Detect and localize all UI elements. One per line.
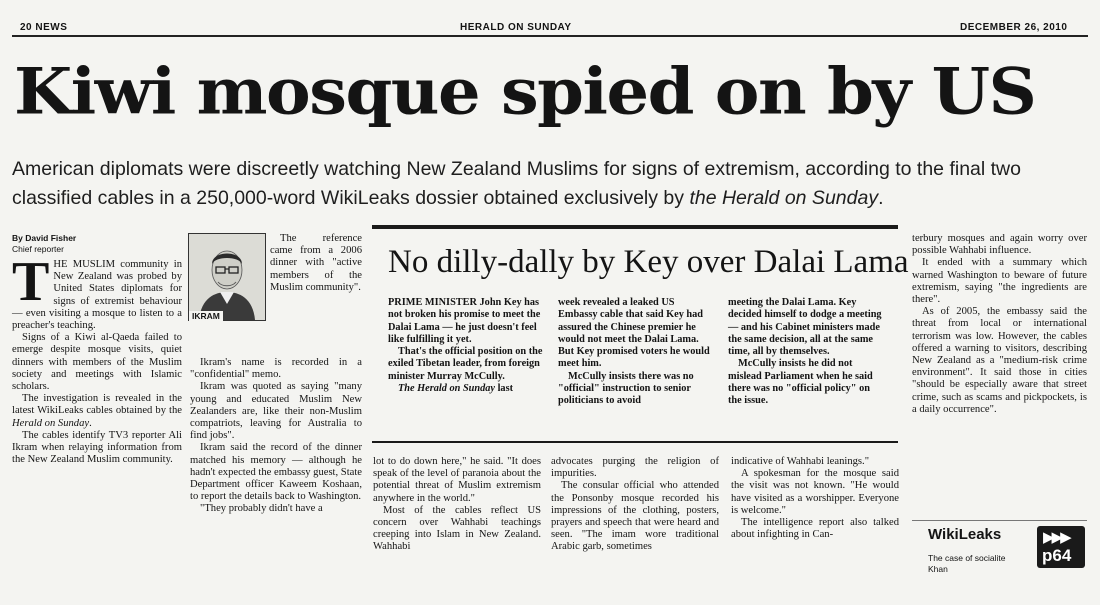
wikileaks-teaser: The case of socialite Khan xyxy=(928,553,1006,574)
paragraph: The reference came from a 2006 dinner with "active members of the Muslim community". xyxy=(270,233,362,293)
sidebar-column-2: week revealed a leaked US Embassy cable that said Key had assured the Chinese premier he would not meet the Dalai Lama. But Key promised voters he would meet him. McCully insists there was no "official" instruction to senior politicians to avoid xyxy=(558,297,710,407)
sidebar-story-headline: No dilly-dally by Key over Dalai Lama xyxy=(388,244,909,280)
paragraph: The cables identify TV3 reporter Ali Ikram when relaying information from the New Zealand Muslim community. xyxy=(12,429,182,466)
article-column-5: indicative of Wahhabi leanings." A spokesman for the mosque said the visit was not known. "He would have visited as a worshipper. Everyone is welcome." The intelligence report also talked about infighting in Can- xyxy=(731,456,899,541)
folio-page-section: 20 NEWS xyxy=(20,22,68,33)
sidebar-story-box xyxy=(372,225,909,443)
divider xyxy=(912,520,1087,521)
standfirst-text: American diplomats were discreetly watching New Zealand Muslims for signs of extremism, according to the final two classified cables in a 250,000-word WikiLeaks dossier obtained exclusively by xyxy=(12,158,1021,209)
drop-cap: T xyxy=(12,251,50,313)
sidebar-column-1: PRIME MINISTER John Key has not broken his promise to meet the Dalai Lama — he just doesn't feel like fulfilling it yet. That's the official position on the exiled Tibetan leader, from foreign minister Murray McCully. The Herald on Sunday last xyxy=(388,297,543,395)
article-column-3: lot to do down here," he said. "It does speak of the level of paranoia about the potential threat of Muslim extremism anywhere in the world." Most of the cables reflect US concern over Wahhabi teachings creeping into Islam in New Zealand. Wahhabi xyxy=(373,456,541,553)
folio-date: DECEMBER 26, 2010 xyxy=(960,22,1068,33)
headline: Kiwi mosque spied on by US xyxy=(14,53,1036,129)
byline-role: Chief reporter xyxy=(12,244,64,254)
lead-paragraph: HE MUSLIM community in New Zealand was probed by United States diplomats for signs of extremist behaviour — even visiting a mosque to listen to a preacher's teaching. xyxy=(12,259,182,332)
standfirst-paper: the Herald on Sunday xyxy=(689,187,879,209)
top-rule xyxy=(12,35,1088,37)
paragraph: "They probably didn't have a xyxy=(200,503,323,515)
wikileaks-label: WikiLeaks xyxy=(928,526,1002,543)
forward-arrows-icon: ▶▶▶ xyxy=(1043,529,1069,546)
photo-caption: IKRAM xyxy=(189,311,223,321)
article-column-4: advocates purging the religion of impurities. The consular official who attended the Ponsonby mosque recorded his impressions of the clothing, posters, prayers and speech that were heard and seen. "The imam wore traditional Arabic garb, sometimes xyxy=(551,456,719,553)
standfirst xyxy=(12,155,1092,213)
byline-name: By David Fisher xyxy=(12,233,77,243)
paragraph: Ikram was quoted as saying "many young and educated Muslim New Zealanders are, like their non-Muslim compatriots, leaving for Australia to find jobs". xyxy=(190,381,362,442)
paragraph: Ikram's name is recorded in a "confidential" memo. xyxy=(190,357,362,381)
page-reference: p64 xyxy=(1042,546,1072,565)
article-column-1 xyxy=(12,251,182,466)
paragraph: The investigation is revealed in the latest WikiLeaks cables obtained by the Herald on Sunday. xyxy=(12,393,182,429)
paragraph: Ikram said the record of the dinner matched his memory — although he hadn't expected the embassy guest, State Department officer Kaweem Koshaan, to report the details back to Washington. xyxy=(190,442,362,503)
portrait-photo xyxy=(188,233,266,321)
paragraph: Signs of a Kiwi al-Qaeda failed to emerge despite mosque visits, quiet dinners with members of the Muslim society and meetings with Islamic scholars. xyxy=(12,332,182,393)
sidebar-column-3: meeting the Dalai Lama. Key decided himself to dodge a meeting — and his Cabinet ministers made the same decision, all at the same time, all by themselves. McCully insists he did not mislead Parliament when he said there was no "official policy" on the issue. xyxy=(728,297,882,407)
portrait-illustration xyxy=(189,234,265,320)
article-column-2 xyxy=(190,357,362,516)
article-column-2-top xyxy=(270,233,362,294)
article-column-6: terbury mosques and again worry over possible Wahhabi influence. It ended with a summary which warned Washington to beware of future extremism, saying "the ingredients are there". As of 2005, the embassy said the threat from local or international terrorism was low. However, the cables offered a warning to visitors, describing New Zealand as a "medium-risk crime environment". It said those in cities "should be especially aware that street crime, such as scams and pickpockets, is a daily occurrence". xyxy=(912,233,1087,415)
folio-paper-name: HERALD ON SUNDAY xyxy=(460,22,572,33)
standfirst-end: . xyxy=(878,187,884,209)
page-reference-badge xyxy=(1037,526,1085,568)
